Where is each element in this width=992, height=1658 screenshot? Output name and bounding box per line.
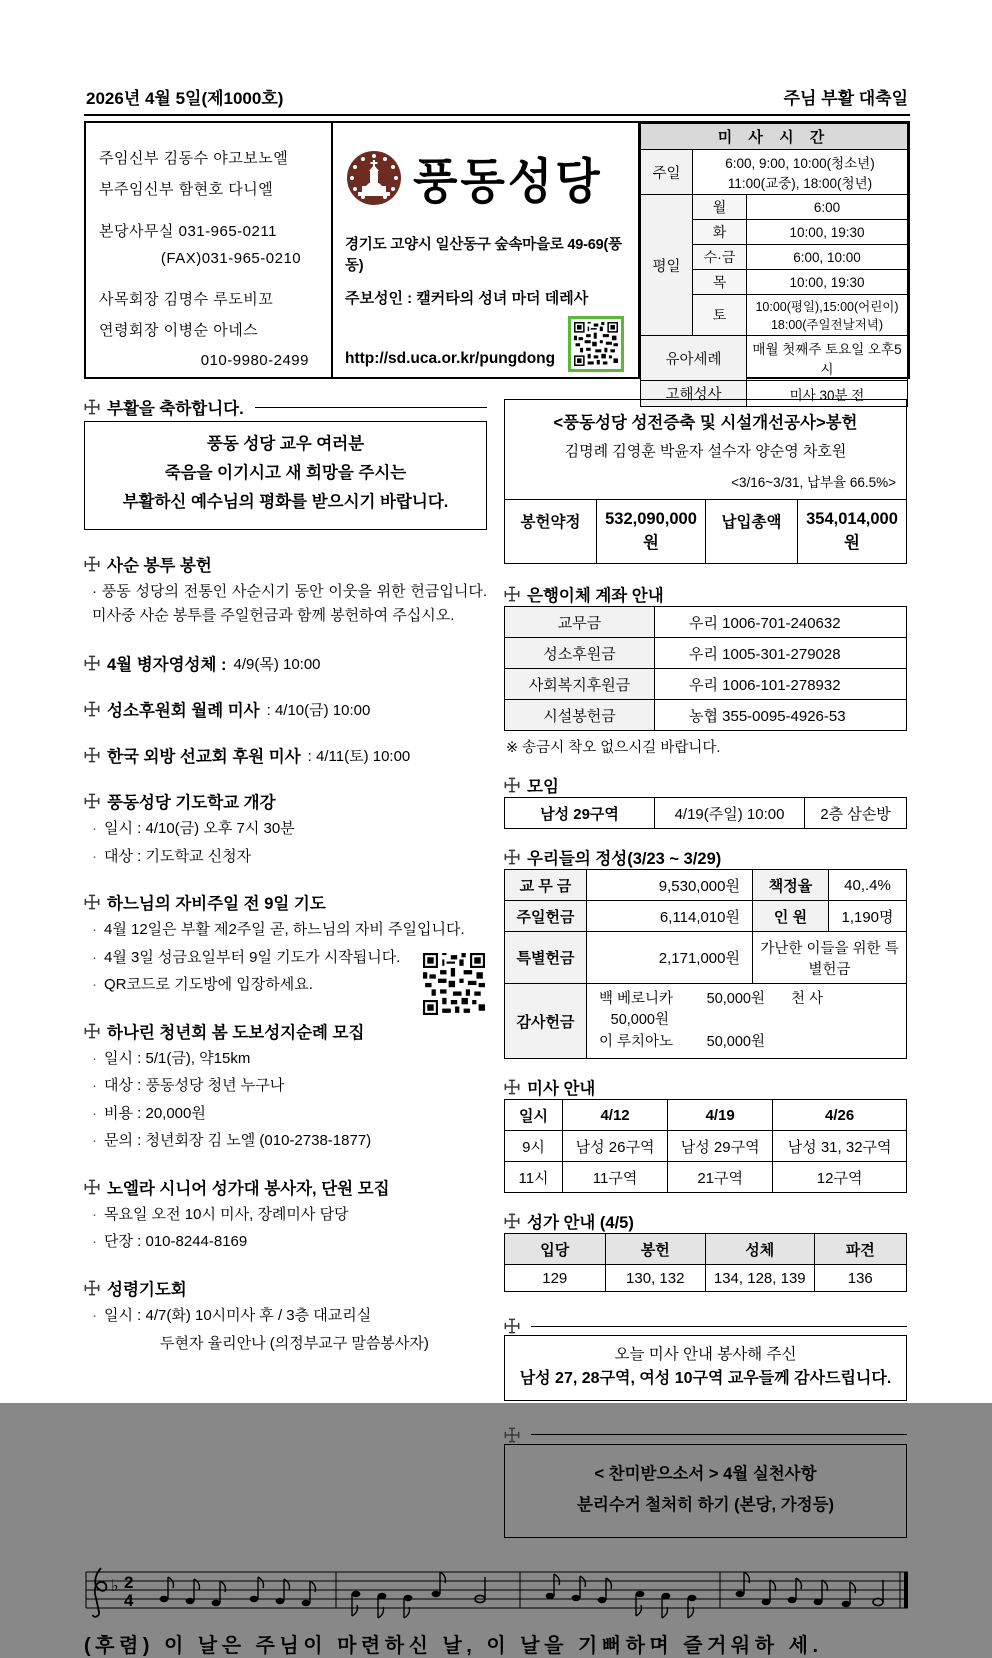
mass-guide-table: [504, 1099, 907, 1193]
mon-times: 6:00: [747, 195, 908, 220]
section-lent-envelope: 사순 봉투 봉헌: [84, 552, 487, 576]
heading-rule: [531, 1326, 907, 1327]
pastor-line: 주임신부 김동수 야고보노엘: [99, 150, 289, 167]
list-item: · 단장 : 010-8244-8169: [92, 1233, 248, 1251]
list-item: · 일시 : 4/10(금) 오후 7시 30분: [92, 820, 295, 838]
construction-rate: <3/16~3/31, 납부율 66.5%>: [731, 475, 896, 490]
table-row: 감사헌금 백 베로니카 50,000원 천 사50,000원 이 루치아노 50,000원: [505, 984, 907, 1059]
cross-icon: [504, 1318, 520, 1334]
confession-time: 미사 30분 전: [747, 381, 908, 407]
church-logo-icon: [345, 149, 403, 207]
patron-saint: 주보성인 : 캘커타의 성녀 마더 데레사: [345, 290, 589, 307]
right-column: [504, 395, 907, 1538]
table-row: 성소후원금 우리 1005-301-279028: [505, 638, 907, 669]
feast-title: 주님 부활 대축일: [783, 89, 908, 108]
thanks-offering-cell: 백 베로니카 50,000원 천 사50,000원 이 루치아노 50,000원: [587, 984, 907, 1059]
weekday-label: 평일: [641, 195, 693, 336]
thu-times: 10:00, 19:30: [747, 270, 908, 295]
construction-amounts-row: [505, 499, 906, 563]
funeral-chair-line: 연령회장 이병순 아네스: [99, 322, 259, 340]
mass-schedule-panel: [640, 123, 908, 403]
sat-times: 10:00(평일),15:00(어린이) 18:00(주일전날저녁): [747, 295, 908, 336]
section-prayer-school: 풍동성당 기도학교 개강: [84, 789, 487, 813]
meeting-table: [504, 797, 907, 829]
baptism-time: 매월 첫째주 토요일 오후5시: [747, 336, 908, 381]
list-item: · QR코드로 기도방에 입장하세요.: [92, 976, 313, 994]
cross-icon: [84, 1280, 100, 1296]
divine-mercy-content: [84, 919, 487, 997]
music-staff: [84, 1564, 910, 1622]
office-phone-line: 본당사무실 031-965-0211: [99, 222, 277, 240]
assistant-pastor-line: 부주임신부 함현호 다니엘: [99, 181, 274, 199]
table-row: 129 130, 132 134, 128, 139 136: [505, 1265, 907, 1292]
section-holy-spirit-prayer: 성령기도회: [84, 1276, 487, 1300]
laudato-si-box: < 찬미받으소서 > 4월 실천사항 분리수거 철처히 하기 (본당, 가정등): [504, 1444, 907, 1539]
header-box: [84, 121, 910, 403]
table-header-row: 일시 4/12 4/19 4/26: [505, 1100, 907, 1131]
cross-icon: [84, 655, 100, 671]
website-url: http://sd.uca.or.kr/pungdong: [345, 350, 556, 367]
cross-icon: [84, 399, 100, 415]
sunday-times: 6:00, 9:00, 10:00(청소년) 11:00(교중), 18:00(청년): [693, 150, 908, 195]
cross-icon: [84, 701, 100, 717]
chair-phone-line: 010-9980-2499: [200, 351, 309, 369]
notes: [160, 1572, 883, 1618]
paid-amount: 354,014,000원: [806, 510, 898, 552]
fax-line: (FAX)031-965-0210: [160, 249, 302, 267]
table-row: 교무금 우리 1006-701-240632: [505, 607, 907, 638]
issue-date: 2026년 4월 5일(제1000호): [86, 89, 284, 108]
cross-icon: [504, 1427, 520, 1443]
easter-greeting-box: 풍동 성당 교우 여러분 죽음을 이기시고 새 희망을 주시는 부활하신 예수님의 평화를 받으시기 바랍니다.: [84, 421, 487, 530]
table-row: 남성 29구역 4/19(주일) 10:00 2층 삼손방: [505, 798, 907, 829]
table-header-row: 입당 봉헌 성체 파견: [505, 1234, 907, 1265]
section-mission-mass: 한국 외방 선교회 후원 미사 : 4/11(토) 10:00: [84, 743, 487, 767]
cross-icon: [504, 1213, 520, 1229]
cross-icon: [504, 586, 520, 602]
table-row: 특별헌금 2,171,000원 가난한 이들을 위한 특별헌금: [505, 932, 907, 984]
heading-rule: [531, 1434, 907, 1435]
list-item: · 4월 12일은 부활 제2주일 곧, 하느님의 자비 주일입니다.: [92, 921, 465, 939]
cross-icon: [84, 747, 100, 763]
section-mass-guide: 미사 안내: [504, 1075, 907, 1099]
bank-note: ※ 송금시 착오 없으시길 바랍니다.: [506, 740, 721, 756]
section-vocation-mass: 성소후원회 월례 미사 : 4/10(금) 10:00: [84, 697, 487, 721]
time-sig-top: 2: [124, 1573, 134, 1593]
section-senior-choir: 노엘라 시니어 성가대 봉사자, 단원 모집: [84, 1175, 487, 1199]
paid-label: 납입총액: [706, 500, 798, 563]
cross-icon: [504, 849, 520, 865]
section-hymn-guide: 성가 안내 (4/5): [504, 1209, 907, 1233]
list-item: · 문의 : 청년회장 김 노엘 (010-2738-1877): [92, 1132, 372, 1150]
section-divine-mercy: 하느님의 자비주일 전 9일 기도: [84, 890, 487, 914]
masthead: [84, 84, 910, 116]
pledge-amount: 532,090,000원: [597, 500, 706, 563]
list-item: · 4월 3일 성금요일부터 9일 기도가 시작됩니다.: [92, 948, 401, 966]
section-sick-communion: 4월 병자영성체 : 4/9(목) 10:00: [84, 651, 487, 675]
mass-schedule-table: [640, 123, 908, 407]
pledge-label: 봉헌약정: [505, 500, 597, 563]
music-section: [84, 1564, 910, 1658]
baptism-label: 유아세례: [641, 336, 747, 381]
table-row: 9시 남성 26구역 남성 29구역 남성 31, 32구역: [505, 1131, 907, 1162]
left-column: [84, 395, 487, 1538]
cross-icon: [84, 556, 100, 572]
time-sig-bottom: 4: [124, 1591, 134, 1611]
treble-clef-icon: [93, 1568, 107, 1617]
cross-icon: [84, 793, 100, 809]
cross-icon: [504, 777, 520, 793]
cross-icon: [84, 894, 100, 910]
cross-icon: [84, 1023, 100, 1039]
sat-label: 토: [693, 295, 747, 336]
section-meeting: 모임: [504, 773, 907, 797]
prayer-room-qr-code: [423, 953, 485, 1015]
pastoral-chair-line: 사목회장 김명수 루도비꼬: [99, 291, 274, 308]
mon-label: 월: [693, 195, 747, 220]
tue-times: 10:00, 19:30: [747, 220, 908, 245]
section-thanks: [504, 1318, 907, 1334]
list-item: · 목요일 오전 10시 미사, 장례미사 담당: [92, 1205, 349, 1223]
section-bank-accounts: 은행이체 계좌 안내: [504, 582, 907, 606]
holy-spirit-speaker: 두현자 율리안나 (의정부교구 말씀봉사자): [160, 1335, 429, 1353]
list-item: · 대상 : 기도학교 신청자: [92, 847, 252, 865]
thanks-box: 오늘 미사 안내 봉사해 주신 남성 27, 28구역, 여성 10구역 교우들께 감사드립니다.: [504, 1335, 907, 1400]
construction-title: <풍동성당 성전증축 및 시설개선공사>봉헌: [553, 414, 858, 432]
section-easter-greeting: 부활을 축하합니다.: [84, 395, 487, 419]
section-youth-pilgrimage: 하나린 청년회 봄 도보성지순례 모집: [84, 1019, 487, 1043]
wedfri-times: 6:00, 10:00: [747, 245, 908, 270]
thu-label: 목: [693, 270, 747, 295]
lent-envelope-text: · 풍동 성당의 전통인 사순시기 동안 이웃을 위한 헌금입니다. 미사중 사순 봉투를 주일헌금과 함께 봉헌하여 주십시오.: [92, 582, 487, 625]
table-row: 교 무 금 9,530,000원 책정율 40,.4%: [505, 870, 907, 901]
table-row: 시설봉헌금 농협 355-0095-4926-53: [505, 700, 907, 731]
table-row: 주일헌금 6,114,010원 인 원 1,190명: [505, 901, 907, 932]
website-qr-code: [568, 316, 624, 372]
confession-label: 고해성사: [641, 381, 747, 407]
tue-label: 화: [693, 220, 747, 245]
church-name: 풍동성당: [413, 154, 603, 209]
construction-offering-box: [504, 399, 907, 564]
mass-table-title: 미 사 시 간: [641, 124, 908, 150]
list-item: · 대상 : 풍동성당 청년 누구나: [92, 1077, 285, 1095]
cross-icon: [84, 1179, 100, 1195]
church-address: 경기도 고양시 일산동구 숲속마을로 49-69(풍동): [345, 237, 622, 274]
flat-sign: ♭: [111, 1578, 119, 1596]
offering-table: [504, 869, 907, 1059]
bank-accounts-table: [504, 606, 907, 731]
contact-panel: [86, 123, 333, 377]
sunday-label: 주일: [641, 150, 693, 195]
cross-icon: [504, 1079, 520, 1095]
hymn-table: [504, 1233, 907, 1292]
identity-panel: [333, 123, 640, 377]
section-praise: [504, 1427, 907, 1443]
table-row: 11시 11구역 21구역 12구역: [505, 1162, 907, 1193]
hymn-lyrics: (후렴) 이 날은 주님이 마련하신 날, 이 날을 기뻐하며 즐거워하 세.: [84, 1635, 823, 1658]
list-item: · 일시 : 5/1(금), 약15km: [92, 1049, 251, 1067]
list-item: · 비용 : 20,000원: [92, 1104, 206, 1122]
wedfri-label: 수·금: [693, 245, 747, 270]
construction-donors: 김명례 김영훈 박윤자 설수자 양순영 차호원: [564, 443, 847, 460]
table-row: 사회복지후원금 우리 1006-101-278932: [505, 669, 907, 700]
heading-rule: [255, 407, 487, 408]
section-offering: 우리들의 정성(3/23 ~ 3/29): [504, 845, 907, 869]
list-item: · 일시 : 4/7(화) 10시미사 후 / 3층 대교리실: [92, 1306, 372, 1324]
